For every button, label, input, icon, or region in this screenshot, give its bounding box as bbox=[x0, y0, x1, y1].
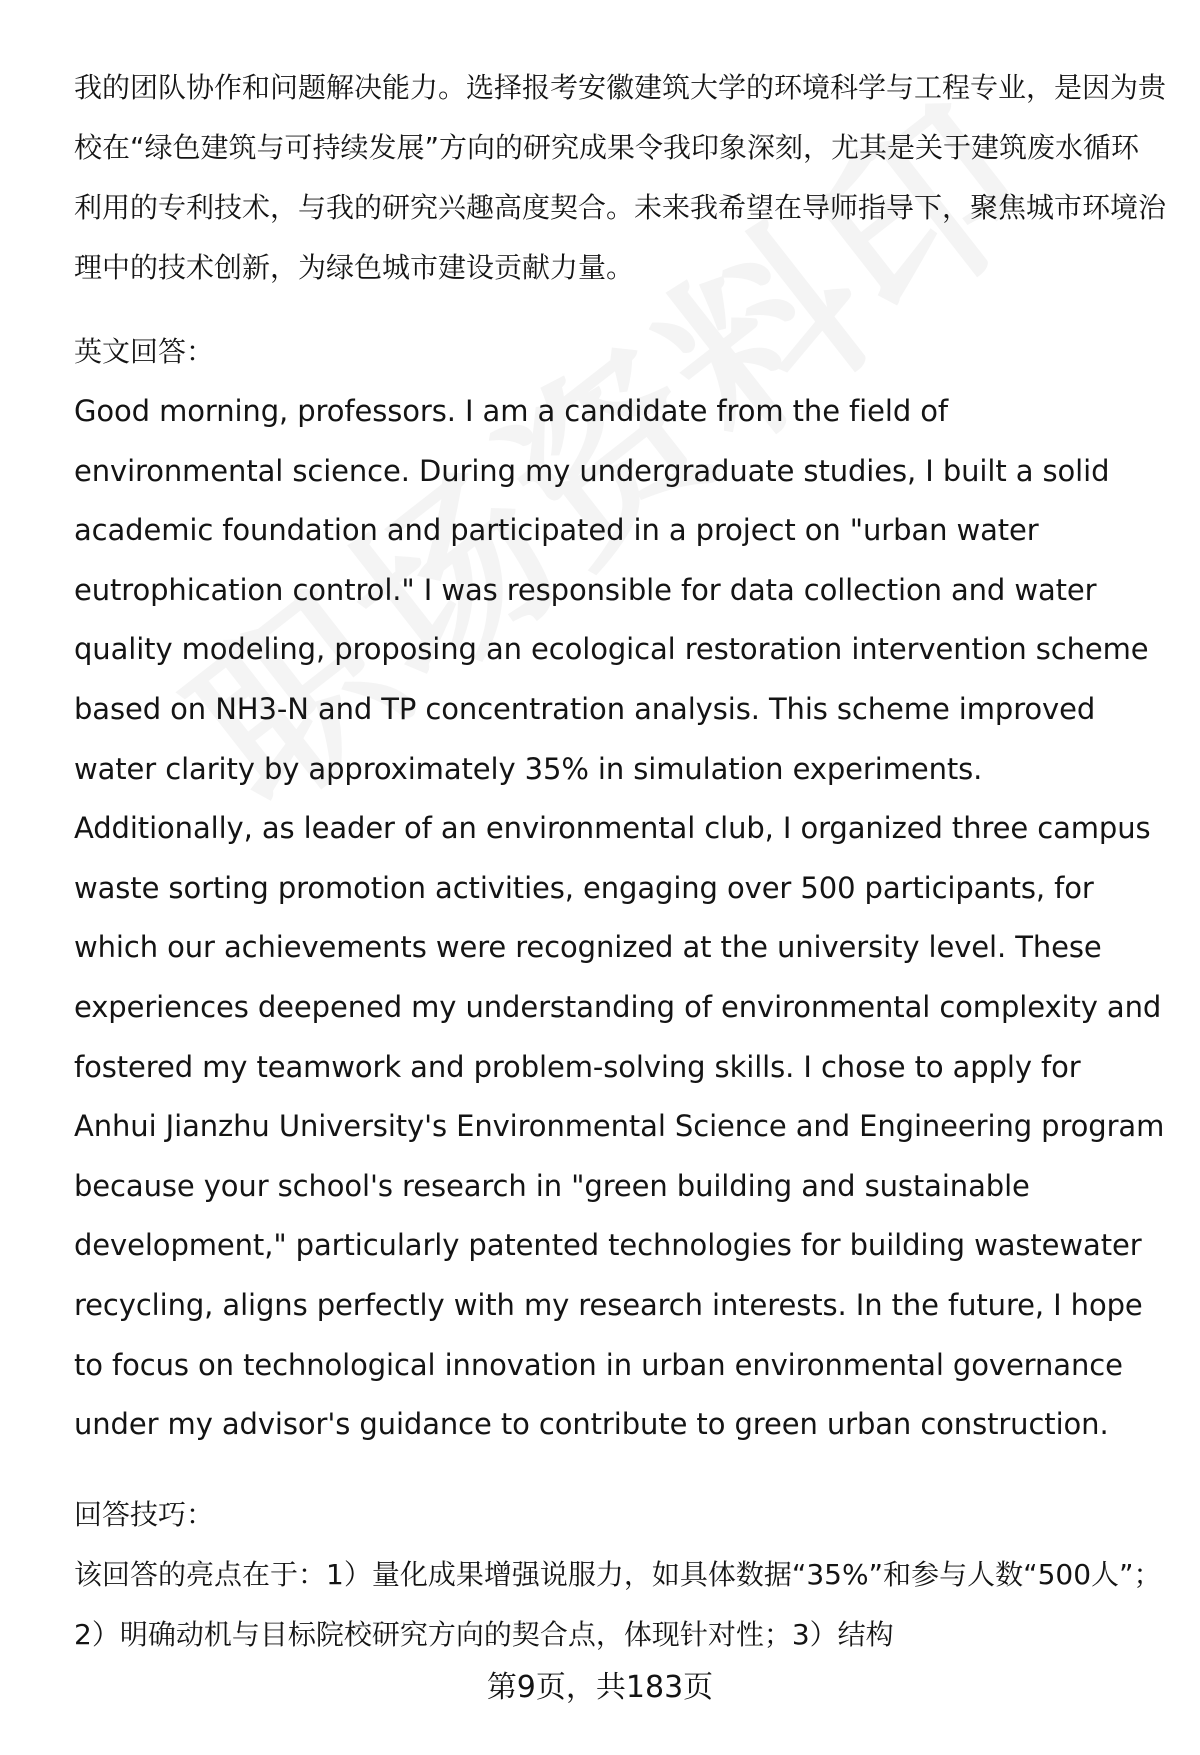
tips-paragraph: 该回答的亮点在于：1）量化成果增强说服力，如具体数据“35%”和参与人数“500人”；2）明确动机与目标院校研究方向的契合点，体现针对性；3）结构 bbox=[74, 1557, 1162, 1651]
page-content bbox=[74, 58, 1166, 1665]
tips-label: 回答技巧： bbox=[74, 1497, 215, 1531]
english-answer-paragraph: Good morning, professors. I am a candidate from the field of environmental science. During my undergraduate studies, I built a solid academic foundation and participated in a project on "urban water eutrophication control." I was responsible for data collection and water quality modeling, proposing an ecological restoration intervention scheme based on NH3-N and TP concentration analysis. This scheme improved water clarity by approximately 35% in simulation experiments. Additionally, as leader of an environmental club, I organized three campus waste sorting promotion activities, engaging over 500 participants, for which our achievements were recognized at the university level. These experiences deepened my understanding of environmental complexity and fostered my teamwork and problem-solving skills. I chose to apply for Anhui Jianzhu University's Environmental Science and Engineering program because your school's research in "green building and sustainable development," particularly patented technologies for building wastewater recycling, aligns perfectly with my research interests. In the future, I hope to focus on technological innovation in urban environmental governance under my advisor's guidance to contribute to green urban construction. bbox=[74, 394, 1165, 1442]
page-number-footer: 第9页，共183页 bbox=[486, 1670, 714, 1705]
english-answer-label: 英文回答： bbox=[74, 335, 215, 368]
intro-paragraph: 我的团队协作和问题解决能力。选择报考安徽建筑大学的环境科学与工程专业，是因为贵校在“绿色建筑与可持续发展”方向的研究成果令我印象深刻，尤其是关于建筑废水循环利用的专利技术，与我的研究兴趣高度契合。未来我希望在导师指导下，聚焦城市环境治理中的技术创新，为绿色城市建设贡献力量。 bbox=[74, 71, 1167, 284]
